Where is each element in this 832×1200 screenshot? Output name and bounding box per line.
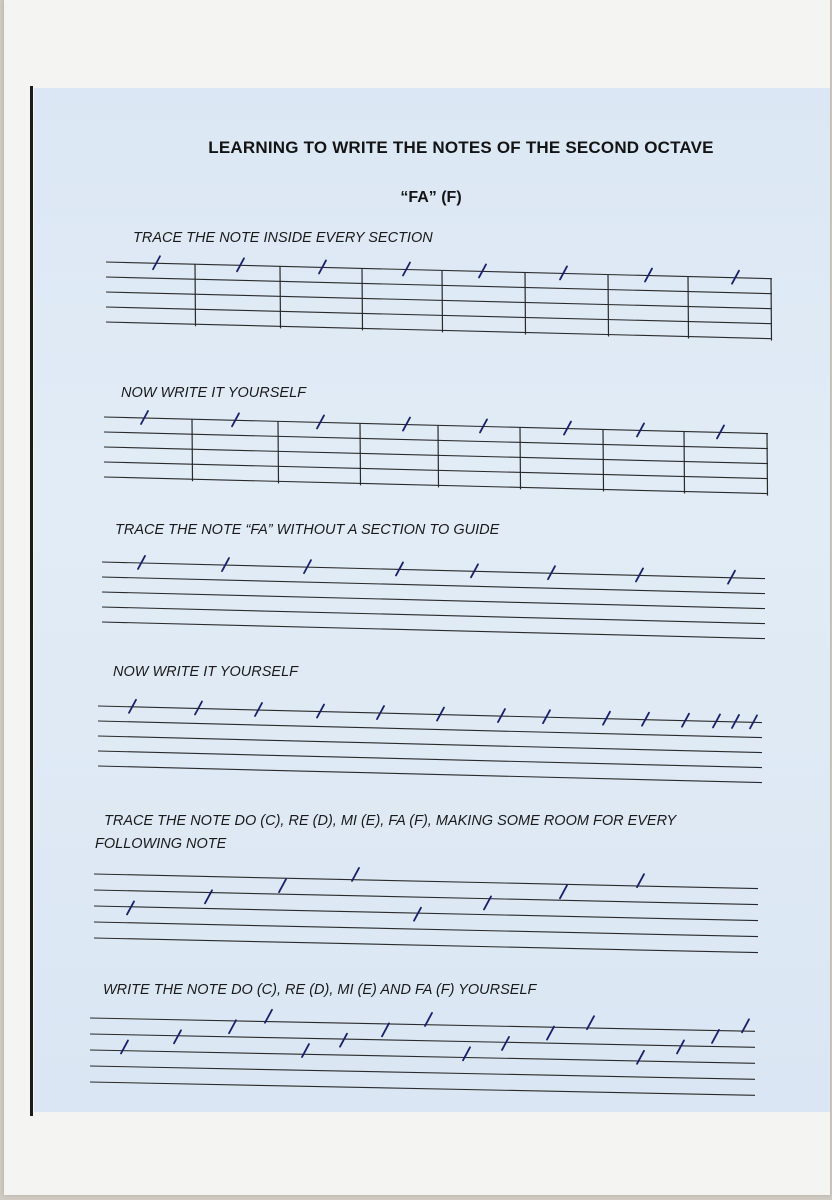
staff-line xyxy=(104,462,768,479)
staff-line xyxy=(102,577,765,594)
staff-line xyxy=(106,292,772,309)
bar-line xyxy=(684,432,685,494)
staff-line xyxy=(98,736,762,753)
note-stroke xyxy=(425,1013,432,1026)
staff-line xyxy=(104,477,768,494)
note-stroke xyxy=(121,1040,128,1053)
note-stroke xyxy=(637,1051,644,1064)
staff-exercise-6 xyxy=(90,1010,755,1096)
note-stroke xyxy=(174,1030,181,1043)
staff-line xyxy=(98,766,762,783)
bar-line xyxy=(438,425,439,487)
note-stroke xyxy=(352,868,359,881)
exercise-5-instruction: TRACE THE NOTE DO (C), RE (D), MI (E), FA (F), MAKING SOME ROOM FOR EVERY FOLLOWING NOTE xyxy=(95,813,676,852)
staff-line xyxy=(104,447,768,464)
staff-line xyxy=(106,277,772,294)
staff-line xyxy=(90,1018,755,1031)
note-stroke xyxy=(677,1040,684,1053)
staff-line xyxy=(102,607,765,624)
note-stroke xyxy=(560,885,567,898)
staff-line xyxy=(104,417,768,434)
staff-exercise-3 xyxy=(102,556,765,639)
bar-line xyxy=(278,421,279,483)
staff-line xyxy=(102,562,765,579)
staff-line xyxy=(98,721,762,738)
note-stroke xyxy=(382,1023,389,1036)
staff-exercise-4 xyxy=(98,700,762,783)
staff-line xyxy=(94,938,758,953)
page-title: LEARNING TO WRITE THE NOTES OF THE SECOND OCTAVE xyxy=(208,138,714,157)
staff-line xyxy=(90,1034,755,1047)
note-stroke xyxy=(547,1027,554,1040)
bar-line xyxy=(442,270,443,332)
note-stroke xyxy=(340,1034,347,1047)
staff-line xyxy=(94,890,758,905)
note-stroke xyxy=(229,1020,236,1033)
bar-line xyxy=(520,427,521,489)
page-subtitle: “FA” (F) xyxy=(400,189,462,206)
staff-line xyxy=(106,307,772,324)
bar-line xyxy=(362,268,363,330)
note-stroke xyxy=(127,901,134,914)
note-stroke xyxy=(587,1016,594,1029)
staff-line xyxy=(98,751,762,768)
staff-line xyxy=(94,922,758,937)
exercise-3-instruction: TRACE THE NOTE “FA” WITHOUT A SECTION TO GUIDE xyxy=(115,522,500,538)
bar-line xyxy=(608,275,609,337)
exercise-2-instruction: NOW WRITE IT YOURSELF xyxy=(121,385,307,401)
staff-exercise-1 xyxy=(106,256,772,340)
bar-line xyxy=(280,266,281,328)
exercise-1-instruction: TRACE THE NOTE INSIDE EVERY SECTION xyxy=(133,230,433,246)
staff-exercise-2 xyxy=(104,411,768,496)
bar-line xyxy=(603,429,604,491)
bar-line xyxy=(195,264,196,326)
note-stroke xyxy=(742,1019,749,1032)
staff-line xyxy=(102,592,765,609)
bar-line xyxy=(525,272,526,334)
note-stroke xyxy=(463,1047,470,1060)
bar-line xyxy=(688,277,689,339)
staff-line xyxy=(90,1066,755,1079)
note-stroke xyxy=(302,1044,309,1057)
staff-line xyxy=(94,906,758,921)
bar-line xyxy=(767,434,768,496)
bar-line xyxy=(771,279,772,341)
staff-line xyxy=(106,262,772,279)
bar-line xyxy=(192,419,193,481)
bar-line xyxy=(360,423,361,485)
staff-line xyxy=(94,874,758,889)
exercise-4-instruction: NOW WRITE IT YOURSELF xyxy=(113,664,299,680)
staff-line xyxy=(90,1082,755,1095)
exercise-6-instruction: WRITE THE NOTE DO (C), RE (D), MI (E) AND FA (F) YOURSELF xyxy=(103,982,537,998)
note-stroke xyxy=(279,879,286,892)
note-stroke xyxy=(265,1010,272,1023)
staff-line xyxy=(90,1050,755,1063)
note-stroke xyxy=(502,1037,509,1050)
staff-line xyxy=(104,432,768,449)
note-stroke xyxy=(712,1030,719,1043)
staff-line xyxy=(106,322,772,339)
note-stroke xyxy=(414,908,421,921)
note-stroke xyxy=(637,874,644,887)
staff-exercise-5 xyxy=(94,868,758,953)
staff-line xyxy=(102,622,765,639)
